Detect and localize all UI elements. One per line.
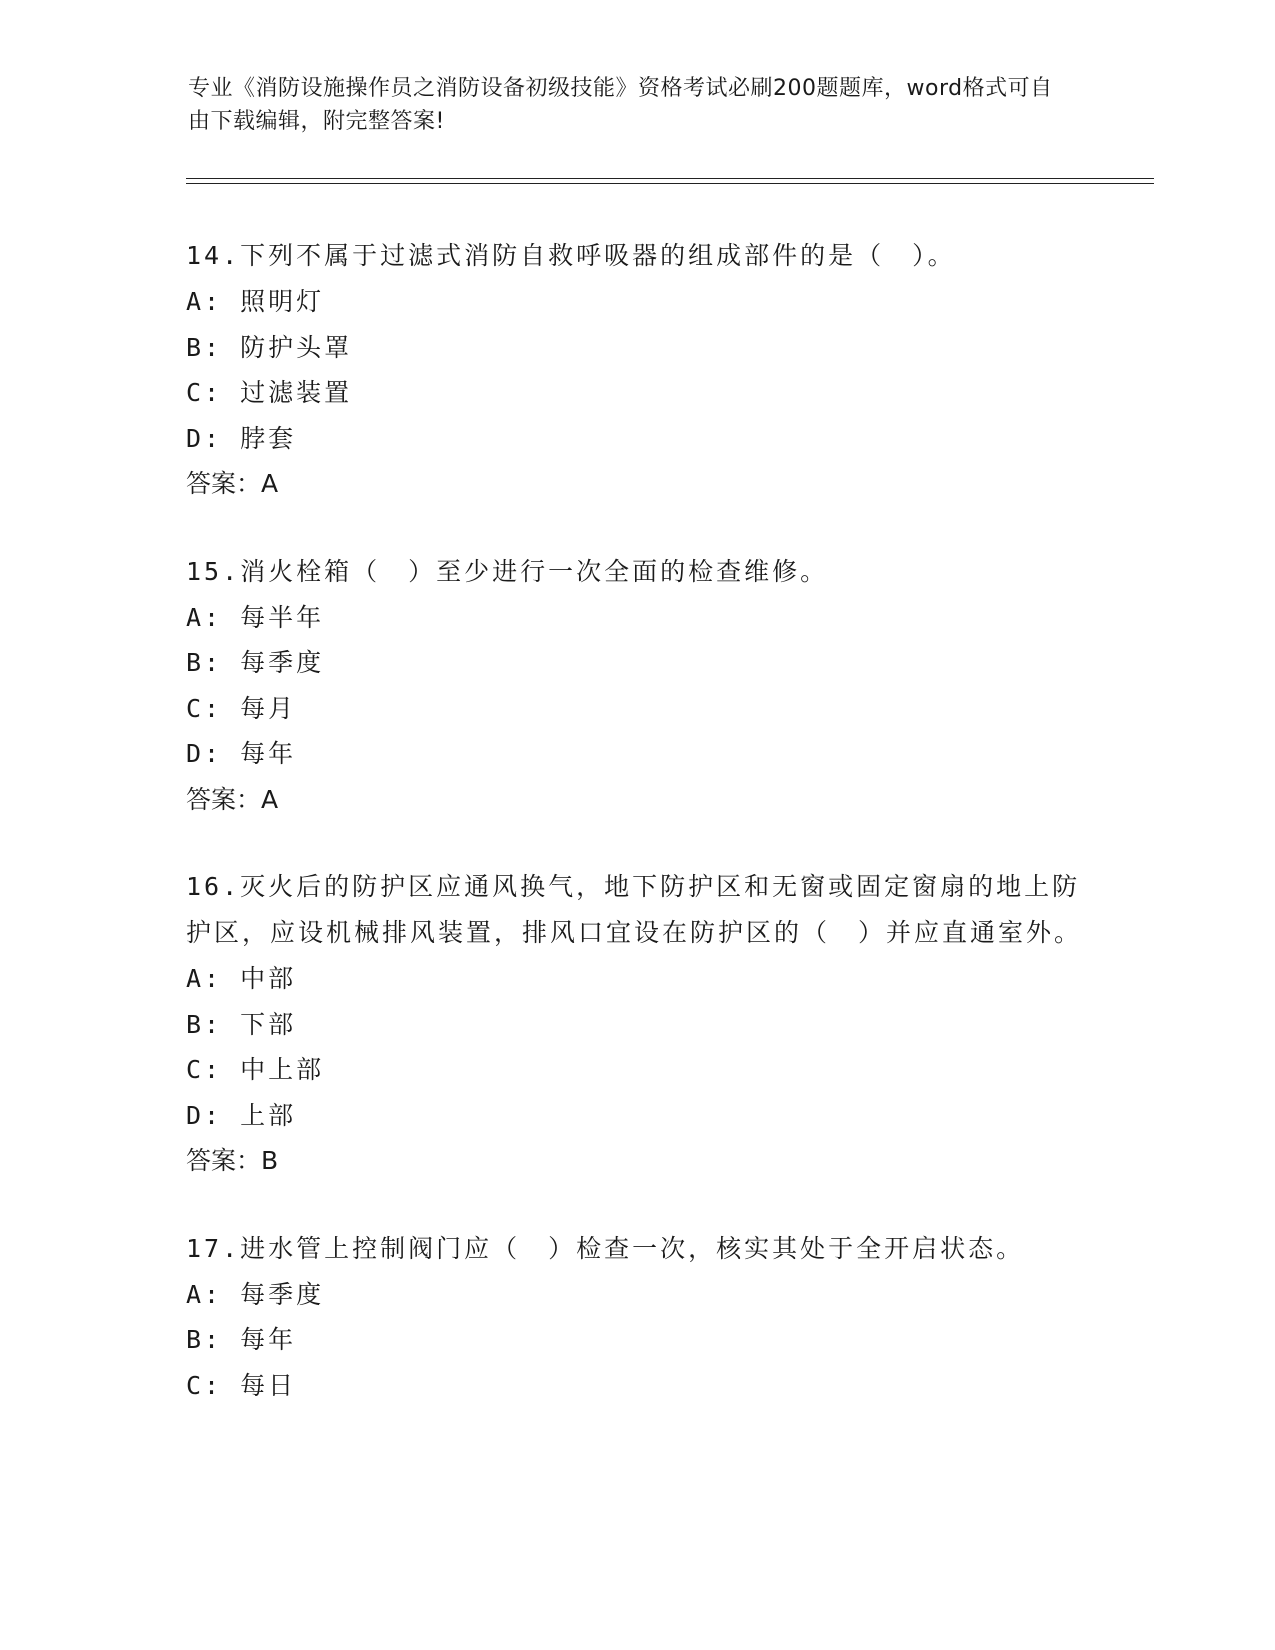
option-c: C: 每月 xyxy=(186,693,297,723)
option-a: A: 中部 xyxy=(186,964,297,993)
answer: 答案：A xyxy=(186,784,279,814)
question-14 xyxy=(186,233,1086,507)
question-stem: 15.消火栓箱（ ）至少进行一次全面的检查维修。 xyxy=(186,556,829,586)
option-a: A: 照明灯 xyxy=(186,287,325,316)
option-a: A: 每半年 xyxy=(186,602,325,632)
header-divider-top xyxy=(186,178,1154,179)
question-17 xyxy=(186,1226,1086,1409)
option-b: B: 每年 xyxy=(186,1325,297,1354)
answer: 答案：B xyxy=(186,1146,279,1175)
question-15 xyxy=(186,549,1086,823)
question-stem: 14.下列不属于过滤式消防自救呼吸器的组成部件的是（ ）。 xyxy=(186,241,956,270)
answer: 答案：A xyxy=(186,469,279,498)
question-16 xyxy=(186,864,1086,1184)
option-a: A: 每季度 xyxy=(186,1279,325,1309)
option-c: C: 每日 xyxy=(186,1370,297,1400)
question-list xyxy=(186,233,1086,1450)
option-b: B: 防护头罩 xyxy=(186,332,353,362)
option-d: D: 上部 xyxy=(186,1100,297,1130)
question-stem: 17.进水管上控制阀门应（ ）检查一次，核实其处于全开启状态。 xyxy=(186,1233,1025,1263)
document-header: 专业《消防设施操作员之消防设备初级技能》资格考试必刷200题题库，word格式可自由下载编辑，附完整答案! xyxy=(188,76,1053,134)
question-stem: 16.灭火后的防护区应通风换气，地下防护区和无窗或固定窗扇的地上防护区，应设机械排风装置，排风口宜设在防护区的（ ）并应直通室外。 xyxy=(186,872,1083,947)
option-c: C: 中上部 xyxy=(186,1055,325,1084)
option-b: B: 每季度 xyxy=(186,648,325,677)
option-d: D: 每年 xyxy=(186,739,297,768)
option-c: C: 过滤装置 xyxy=(186,378,353,407)
header-divider-bottom xyxy=(186,183,1154,184)
option-b: B: 下部 xyxy=(186,1009,297,1039)
option-d: D: 脖套 xyxy=(186,423,297,453)
